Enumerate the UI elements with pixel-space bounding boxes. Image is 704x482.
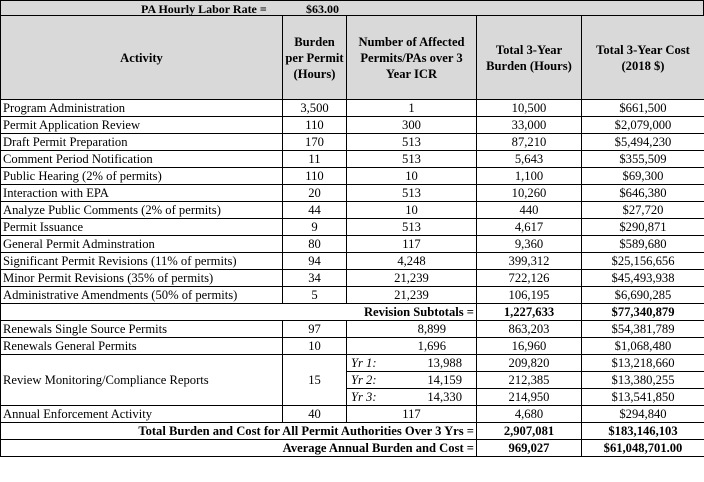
total-cost-cell: $5,494,230 bbox=[582, 134, 704, 151]
table-row bbox=[1, 338, 704, 355]
total-burden-cell: 9,360 bbox=[477, 236, 582, 253]
total-cost-cell: $27,720 bbox=[582, 202, 704, 219]
grand-total-cost: $183,146,103 bbox=[582, 423, 704, 440]
number-cell: 117 bbox=[347, 236, 477, 253]
activity-cell: Administrative Amendments (50% of permits) bbox=[1, 287, 283, 304]
table-row bbox=[1, 270, 704, 287]
number-cell: 513 bbox=[347, 219, 477, 236]
table-row bbox=[1, 202, 704, 219]
total-burden-cell: 33,000 bbox=[477, 117, 582, 134]
burden-cell: 80 bbox=[283, 236, 347, 253]
burden-cell: 3,500 bbox=[283, 100, 347, 117]
revision-subtotal-cost: $77,340,879 bbox=[582, 304, 704, 321]
year-number-cell bbox=[347, 389, 477, 406]
number-cell: 1 bbox=[347, 100, 477, 117]
header-number: Number of Affected Permits/PAs over 3 Year ICR bbox=[347, 16, 477, 100]
total-cost-cell: $54,381,789 bbox=[582, 321, 704, 338]
activity-cell: Draft Permit Preparation bbox=[1, 134, 283, 151]
grand-total-label: Total Burden and Cost for All Permit Authorities Over 3 Yrs = bbox=[1, 423, 477, 440]
burden-cell: 40 bbox=[283, 406, 347, 423]
rate-value: $63.00 bbox=[306, 2, 339, 16]
number-cell: 8,899 bbox=[347, 321, 477, 338]
table-row bbox=[1, 100, 704, 117]
number-cell: 300 bbox=[347, 117, 477, 134]
table-row bbox=[1, 287, 704, 304]
total-cost-cell: $290,871 bbox=[582, 219, 704, 236]
burden-cost-table bbox=[0, 15, 704, 457]
rate-label: PA Hourly Labor Rate = bbox=[141, 2, 267, 16]
burden-cell: 10 bbox=[283, 338, 347, 355]
burden-cell: 94 bbox=[283, 253, 347, 270]
total-cost-cell: $13,218,660 bbox=[582, 355, 704, 372]
activity-cell: Minor Permit Revisions (35% of permits) bbox=[1, 270, 283, 287]
total-burden-cell: 209,820 bbox=[477, 355, 582, 372]
table-row bbox=[1, 406, 704, 423]
total-burden-cell: 863,203 bbox=[477, 321, 582, 338]
activity-cell: General Permit Adminstration bbox=[1, 236, 283, 253]
rate-bar bbox=[0, 0, 704, 16]
burden-cell: 110 bbox=[283, 168, 347, 185]
revision-subtotal-burden: 1,227,633 bbox=[477, 304, 582, 321]
total-burden-cell: 106,195 bbox=[477, 287, 582, 304]
total-burden-cell: 4,617 bbox=[477, 219, 582, 236]
total-cost-cell: $355,509 bbox=[582, 151, 704, 168]
year-label: Yr 1: bbox=[351, 356, 377, 370]
activity-cell: Review Monitoring/Compliance Reports bbox=[1, 355, 283, 406]
header-burden: Burden per Permit (Hours) bbox=[283, 16, 347, 100]
total-cost-cell: $25,156,656 bbox=[582, 253, 704, 270]
table-row bbox=[1, 134, 704, 151]
burden-cell: 11 bbox=[283, 151, 347, 168]
burden-cell: 44 bbox=[283, 202, 347, 219]
total-burden-cell: 10,260 bbox=[477, 185, 582, 202]
activity-cell: Renewals General Permits bbox=[1, 338, 283, 355]
total-burden-cell: 10,500 bbox=[477, 100, 582, 117]
total-cost-cell: $6,690,285 bbox=[582, 287, 704, 304]
burden-cell: 97 bbox=[283, 321, 347, 338]
total-cost-cell: $69,300 bbox=[582, 168, 704, 185]
total-burden-cell: 87,210 bbox=[477, 134, 582, 151]
grand-total-row bbox=[1, 423, 704, 440]
activity-cell: Public Hearing (2% of permits) bbox=[1, 168, 283, 185]
number-cell: 513 bbox=[347, 151, 477, 168]
total-cost-cell: $13,380,255 bbox=[582, 372, 704, 389]
total-cost-cell: $45,493,938 bbox=[582, 270, 704, 287]
number-cell: 1,696 bbox=[347, 338, 477, 355]
number-cell: 4,248 bbox=[347, 253, 477, 270]
total-burden-cell: 4,680 bbox=[477, 406, 582, 423]
table-row bbox=[1, 219, 704, 236]
total-burden-cell: 399,312 bbox=[477, 253, 582, 270]
table-row bbox=[1, 185, 704, 202]
number-cell: 117 bbox=[347, 406, 477, 423]
activity-cell: Permit Issuance bbox=[1, 219, 283, 236]
total-cost-cell: $661,500 bbox=[582, 100, 704, 117]
total-burden-cell: 16,960 bbox=[477, 338, 582, 355]
total-cost-cell: $2,079,000 bbox=[582, 117, 704, 134]
activity-cell: Annual Enforcement Activity bbox=[1, 406, 283, 423]
average-row bbox=[1, 440, 704, 457]
number-cell: 513 bbox=[347, 134, 477, 151]
burden-cell: 20 bbox=[283, 185, 347, 202]
table-row bbox=[1, 151, 704, 168]
header-total-burden: Total 3-Year Burden (Hours) bbox=[477, 16, 582, 100]
total-cost-cell: $294,840 bbox=[582, 406, 704, 423]
year-label: Yr 3: bbox=[351, 390, 377, 404]
number-cell: 21,239 bbox=[347, 287, 477, 304]
total-burden-cell: 722,126 bbox=[477, 270, 582, 287]
total-cost-cell: $589,680 bbox=[582, 236, 704, 253]
revision-subtotal-row bbox=[1, 304, 704, 321]
number-cell: 10 bbox=[347, 168, 477, 185]
header-total-cost: Total 3-Year Cost (2018 $) bbox=[582, 16, 704, 100]
total-burden-cell: 5,643 bbox=[477, 151, 582, 168]
burden-cell: 110 bbox=[283, 117, 347, 134]
total-cost-cell: $13,541,850 bbox=[582, 389, 704, 406]
number-cell: 10 bbox=[347, 202, 477, 219]
table-row bbox=[1, 253, 704, 270]
year-number: 14,159 bbox=[427, 373, 462, 387]
activity-cell: Permit Application Review bbox=[1, 117, 283, 134]
burden-cell: 9 bbox=[283, 219, 347, 236]
activity-cell: Significant Permit Revisions (11% of permits) bbox=[1, 253, 283, 270]
year-number: 13,988 bbox=[427, 356, 462, 370]
activity-cell: Analyze Public Comments (2% of permits) bbox=[1, 202, 283, 219]
total-cost-cell: $646,380 bbox=[582, 185, 704, 202]
header-row bbox=[1, 16, 704, 100]
burden-cell: 34 bbox=[283, 270, 347, 287]
number-cell: 21,239 bbox=[347, 270, 477, 287]
table-row bbox=[1, 321, 704, 338]
monitoring-row bbox=[1, 355, 704, 372]
header-activity: Activity bbox=[1, 16, 283, 100]
year-label: Yr 2: bbox=[351, 373, 377, 387]
table-row bbox=[1, 168, 704, 185]
activity-cell: Renewals Single Source Permits bbox=[1, 321, 283, 338]
burden-cell: 5 bbox=[283, 287, 347, 304]
year-number-cell bbox=[347, 355, 477, 372]
total-cost-cell: $1,068,480 bbox=[582, 338, 704, 355]
average-cost: $61,048,701.00 bbox=[582, 440, 704, 457]
average-label: Average Annual Burden and Cost = bbox=[1, 440, 477, 457]
burden-cell: 170 bbox=[283, 134, 347, 151]
number-cell: 513 bbox=[347, 185, 477, 202]
revision-subtotal-label: Revision Subtotals = bbox=[1, 304, 477, 321]
year-number: 14,330 bbox=[427, 390, 462, 404]
year-number-cell bbox=[347, 372, 477, 389]
table-row bbox=[1, 236, 704, 253]
activity-cell: Comment Period Notification bbox=[1, 151, 283, 168]
grand-total-burden: 2,907,081 bbox=[477, 423, 582, 440]
activity-cell: Program Administration bbox=[1, 100, 283, 117]
total-burden-cell: 440 bbox=[477, 202, 582, 219]
total-burden-cell: 1,100 bbox=[477, 168, 582, 185]
burden-cell: 15 bbox=[283, 355, 347, 406]
activity-cell: Interaction with EPA bbox=[1, 185, 283, 202]
total-burden-cell: 212,385 bbox=[477, 372, 582, 389]
average-burden: 969,027 bbox=[477, 440, 582, 457]
table-row bbox=[1, 117, 704, 134]
total-burden-cell: 214,950 bbox=[477, 389, 582, 406]
